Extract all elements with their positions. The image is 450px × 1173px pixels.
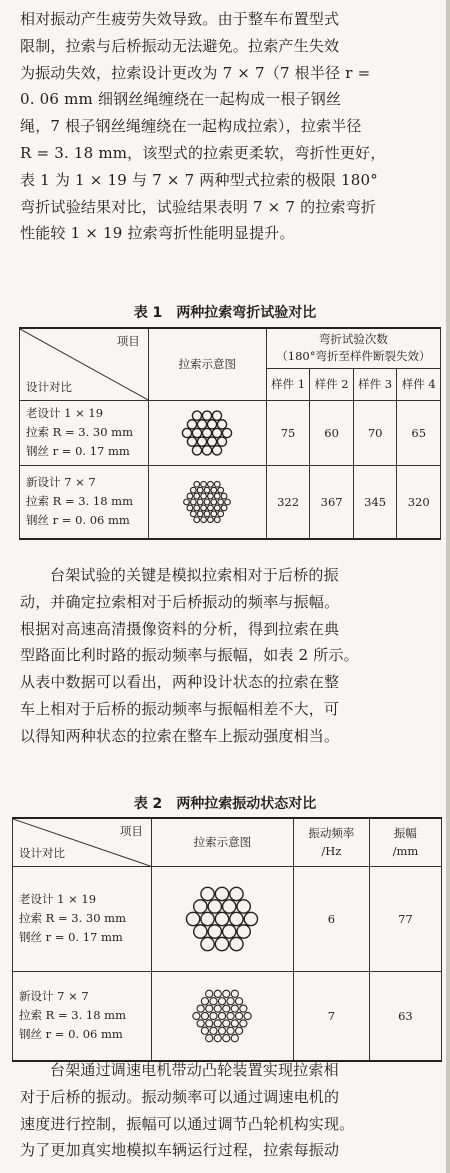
wire-strand <box>194 517 200 523</box>
wire-strand <box>236 997 243 1004</box>
cable-7x7-cross-section-icon <box>176 981 268 1051</box>
cable-radius: 拉索 R = 3. 30 mm <box>19 911 126 925</box>
wire-strand <box>208 419 217 428</box>
wire-strand <box>219 1027 226 1034</box>
wire-strand <box>188 419 197 428</box>
wire-strand <box>232 1034 239 1041</box>
table-row <box>20 400 441 465</box>
text-line: 表 1 为 1 × 19 与 7 × 7 两种型式拉索的极限 180° <box>20 170 378 189</box>
header-frequency <box>293 818 369 866</box>
wire-strand <box>218 437 227 446</box>
wire-strand <box>210 997 217 1004</box>
text-line: R = 3. 18 mm，该型式的拉索更柔软，弯折性更好， <box>20 143 386 162</box>
wire-strand <box>221 505 227 511</box>
value-cell: 70 <box>353 400 397 465</box>
wire-strand <box>232 1020 239 1027</box>
wire-strand <box>230 887 243 900</box>
wire-strand <box>206 990 213 997</box>
wire-strand <box>208 505 214 511</box>
wire-strand <box>215 505 221 511</box>
wire-strand <box>211 511 217 517</box>
cable-radius: 拉索 R = 3. 18 mm <box>19 1008 126 1023</box>
design-name: 老设计 1 × 19 <box>19 892 97 906</box>
wire-strand <box>193 445 202 454</box>
header-frequency-label: 振动频率 <box>308 826 355 841</box>
wire-strand <box>213 445 222 454</box>
text-line: 速度进行控制，振幅可以通过调节凸轮机构实现。 <box>20 1114 355 1133</box>
wire-strand <box>232 1005 239 1012</box>
wire-strand <box>193 1012 200 1019</box>
wire-strand <box>236 1012 243 1019</box>
wire-strand <box>197 1020 204 1027</box>
wire-strand <box>244 1012 251 1019</box>
wire-strand <box>208 481 214 487</box>
wire-strand <box>198 499 204 505</box>
wire-strand <box>215 1020 222 1027</box>
text-line: 对于后桥的振动。振动频率可以通过调速电机的 <box>20 1087 340 1106</box>
cable-radius: 拉索 R = 3. 30 mm <box>26 425 133 439</box>
header-amplitude <box>369 818 441 866</box>
table1-corner-header <box>20 328 149 400</box>
wire-strand <box>209 899 222 912</box>
header-design: 设计对比 <box>26 379 72 394</box>
header-design: 设计对比 <box>19 845 65 860</box>
wire-strand <box>218 511 224 517</box>
wire-strand <box>193 411 202 420</box>
wire-strand <box>219 1012 226 1019</box>
wire-strand <box>211 487 217 493</box>
frequency-cell: 6 <box>293 866 369 971</box>
design-cell <box>20 400 149 465</box>
wire-strand <box>218 487 224 493</box>
table2-caption <box>0 793 450 813</box>
diagram-cell <box>148 400 266 465</box>
header-diagram: 拉索示意图 <box>148 328 266 400</box>
wire-strand <box>236 1027 243 1034</box>
diagram-cell <box>151 866 293 971</box>
header-test-count <box>266 328 440 368</box>
cable-7x7-cross-section-icon <box>172 474 242 530</box>
wire-strand <box>215 493 221 499</box>
wire-strand <box>201 517 207 523</box>
text-line: 车上相对于后桥的振动频率与振幅相差不大，可 <box>20 699 340 718</box>
wire-strand <box>223 899 236 912</box>
wire-strand <box>183 428 192 437</box>
value-cell: 65 <box>397 400 441 465</box>
frequency-cell: 7 <box>293 971 369 1061</box>
value-cell: 320 <box>397 465 441 539</box>
wire-strand <box>240 1020 247 1027</box>
table2-title: 两种拉索振动状态对比 <box>176 796 317 812</box>
wire-strand <box>201 481 207 487</box>
wire-strand <box>194 924 207 937</box>
wire-strand <box>210 1012 217 1019</box>
header-sample-1: 样件 1 <box>266 368 310 400</box>
wire-strand <box>206 1034 213 1041</box>
wire-strand <box>202 1012 209 1019</box>
wire-strand <box>194 899 207 912</box>
table1-caption <box>0 302 450 322</box>
wire-strand <box>215 1034 222 1041</box>
design-cell <box>20 465 149 539</box>
text-line: 动，并确定拉索相对于后桥振动的频率与振幅。 <box>20 592 340 611</box>
wire-strand <box>215 517 221 523</box>
text-line: 型路面比利时路的振动频率与振幅，如表 2 所示。 <box>20 646 359 665</box>
wire-strand <box>209 924 222 937</box>
diagram-cell <box>148 465 266 539</box>
text-line: 为了更加真实地模拟车辆运行过程，拉索每振动 <box>20 1141 340 1160</box>
header-frequency-unit: /Hz <box>321 844 342 859</box>
value-cell: 322 <box>266 465 310 539</box>
wire-strand <box>245 912 258 925</box>
wire-strand <box>223 1005 230 1012</box>
text-line: 绳，7 根子钢丝绳缠绕在一起构成拉索），拉索半径 <box>20 117 362 136</box>
amplitude-cell: 63 <box>369 971 441 1061</box>
text-line: 台架通过调速电机带动凸轮装置实现拉索相 <box>50 1061 339 1079</box>
wire-strand <box>227 1012 234 1019</box>
cable-1x19-cross-section-icon <box>175 406 239 460</box>
wire-strand <box>223 924 236 937</box>
header-sample-2: 样件 2 <box>310 368 354 400</box>
wire-strand <box>201 493 207 499</box>
wire-strand <box>202 1027 209 1034</box>
wire-strand <box>208 437 217 446</box>
wire-radius: 钢丝 r = 0. 17 mm <box>26 444 130 458</box>
header-amplitude-label: 振幅 <box>393 826 417 841</box>
design-name: 新设计 7 × 7 <box>26 475 96 490</box>
wire-strand <box>221 493 227 499</box>
wire-strand <box>227 1027 234 1034</box>
amplitude-cell: 77 <box>369 866 441 971</box>
wire-strand <box>194 493 200 499</box>
wire-strand <box>216 912 229 925</box>
table1-number: 表 1 <box>133 305 163 321</box>
text-line: 弯折试验结果对比，试验结果表明 7 × 7 的拉索弯折 <box>20 197 377 216</box>
wire-strand <box>204 511 210 517</box>
header-diagram: 拉索示意图 <box>151 818 293 866</box>
wire-strand <box>206 1020 213 1027</box>
wire-strand <box>201 937 214 950</box>
wire-strand <box>187 505 193 511</box>
wire-strand <box>208 517 214 523</box>
text-line: 性能较 1 × 19 拉索弯折性能明显提升。 <box>20 224 295 243</box>
wire-strand <box>187 912 200 925</box>
wire-strand <box>203 445 212 454</box>
table-row <box>20 465 441 539</box>
wire-strand <box>215 990 222 997</box>
wire-strand <box>204 487 210 493</box>
wire-strand <box>223 990 230 997</box>
cable-1x19-cross-section-icon <box>178 880 266 958</box>
wire-strand <box>232 990 239 997</box>
wire-strand <box>187 493 193 499</box>
wire-strand <box>211 499 217 505</box>
design-name: 新设计 7 × 7 <box>19 989 89 1004</box>
paragraph-bench-test <box>20 562 442 750</box>
wire-strand <box>223 1034 230 1041</box>
wire-strand <box>191 499 197 505</box>
wire-strand <box>201 505 207 511</box>
wire-strand <box>198 511 204 517</box>
wire-strand <box>198 487 204 493</box>
wire-strand <box>237 899 250 912</box>
text-line: 相对振动产生疲劳失效导致。由于整车布置型式 <box>20 10 340 28</box>
wire-strand <box>213 411 222 420</box>
wire-strand <box>223 428 232 437</box>
wire-strand <box>218 419 227 428</box>
text-line: 为振动失效，拉索设计更改为 7 × 7（7 根半径 r = <box>20 63 371 82</box>
diagram-cell <box>151 971 293 1061</box>
wire-strand <box>223 1020 230 1027</box>
table2-corner-header <box>13 818 152 866</box>
table2-number: 表 2 <box>133 796 163 812</box>
wire-strand <box>191 511 197 517</box>
wire-strand <box>193 428 202 437</box>
wire-strand <box>213 428 222 437</box>
wire-strand <box>227 997 234 1004</box>
header-test-line1: 弯折试验次数 <box>318 332 388 347</box>
design-name: 老设计 1 × 19 <box>26 406 104 420</box>
table2 <box>12 817 442 1062</box>
wire-strand <box>201 912 214 925</box>
header-item: 项目 <box>116 334 140 348</box>
wire-strand <box>201 887 214 900</box>
wire-strand <box>204 499 210 505</box>
wire-strand <box>198 437 207 446</box>
wire-strand <box>219 997 226 1004</box>
value-cell: 75 <box>266 400 310 465</box>
text-line: 0. 06 mm 细钢丝绳缠绕在一起构成一根子钢丝 <box>20 90 342 109</box>
header-sample-3: 样件 3 <box>353 368 397 400</box>
wire-strand <box>188 437 197 446</box>
table1 <box>19 327 441 540</box>
page-edge <box>446 0 450 1173</box>
table-row <box>13 866 442 971</box>
header-sample-4: 样件 4 <box>397 368 441 400</box>
design-cell <box>13 971 152 1061</box>
value-cell: 345 <box>353 465 397 539</box>
text-line: 限制，拉索与后桥振动无法避免。拉索产生失效 <box>20 36 340 55</box>
wire-strand <box>194 505 200 511</box>
wire-strand <box>194 481 200 487</box>
wire-strand <box>184 499 190 505</box>
wire-strand <box>216 887 229 900</box>
wire-strand <box>206 1005 213 1012</box>
wire-strand <box>240 1005 247 1012</box>
wire-strand <box>203 411 212 420</box>
design-cell <box>13 866 152 971</box>
table-row <box>13 971 442 1061</box>
wire-radius: 钢丝 r = 0. 06 mm <box>26 513 130 528</box>
paragraph-intro <box>20 6 442 247</box>
header-test-line2: （180°弯折至样件断裂失效） <box>276 349 431 364</box>
wire-strand <box>203 428 212 437</box>
wire-radius: 钢丝 r = 0. 17 mm <box>19 930 123 944</box>
header-amplitude-unit: /mm <box>392 844 419 859</box>
wire-strand <box>216 937 229 950</box>
wire-strand <box>197 1005 204 1012</box>
wire-strand <box>237 924 250 937</box>
wire-strand <box>230 912 243 925</box>
cable-radius: 拉索 R = 3. 18 mm <box>26 494 133 509</box>
wire-strand <box>191 487 197 493</box>
wire-strand <box>225 499 231 505</box>
paragraph-bench-method <box>20 1057 442 1164</box>
wire-strand <box>202 997 209 1004</box>
value-cell: 367 <box>310 465 354 539</box>
header-item: 项目 <box>119 824 143 838</box>
text-line: 以得知两种状态的拉索在整车上振动强度相当。 <box>20 726 340 745</box>
wire-strand <box>218 499 224 505</box>
wire-strand <box>210 1027 217 1034</box>
text-line: 台架试验的关键是模拟拉索相对于后桥的振 <box>50 566 339 584</box>
wire-strand <box>215 1005 222 1012</box>
wire-strand <box>215 481 221 487</box>
wire-strand <box>230 937 243 950</box>
value-cell: 60 <box>310 400 354 465</box>
wire-strand <box>208 493 214 499</box>
text-line: 从表中数据可以看出，两种设计状态的拉索在整 <box>20 673 340 692</box>
wire-radius: 钢丝 r = 0. 06 mm <box>19 1027 123 1042</box>
table1-title: 两种拉索弯折试验对比 <box>176 305 317 321</box>
text-line: 根据对高速高清摄像资料的分析，得到拉索在典 <box>20 619 340 638</box>
wire-strand <box>198 419 207 428</box>
